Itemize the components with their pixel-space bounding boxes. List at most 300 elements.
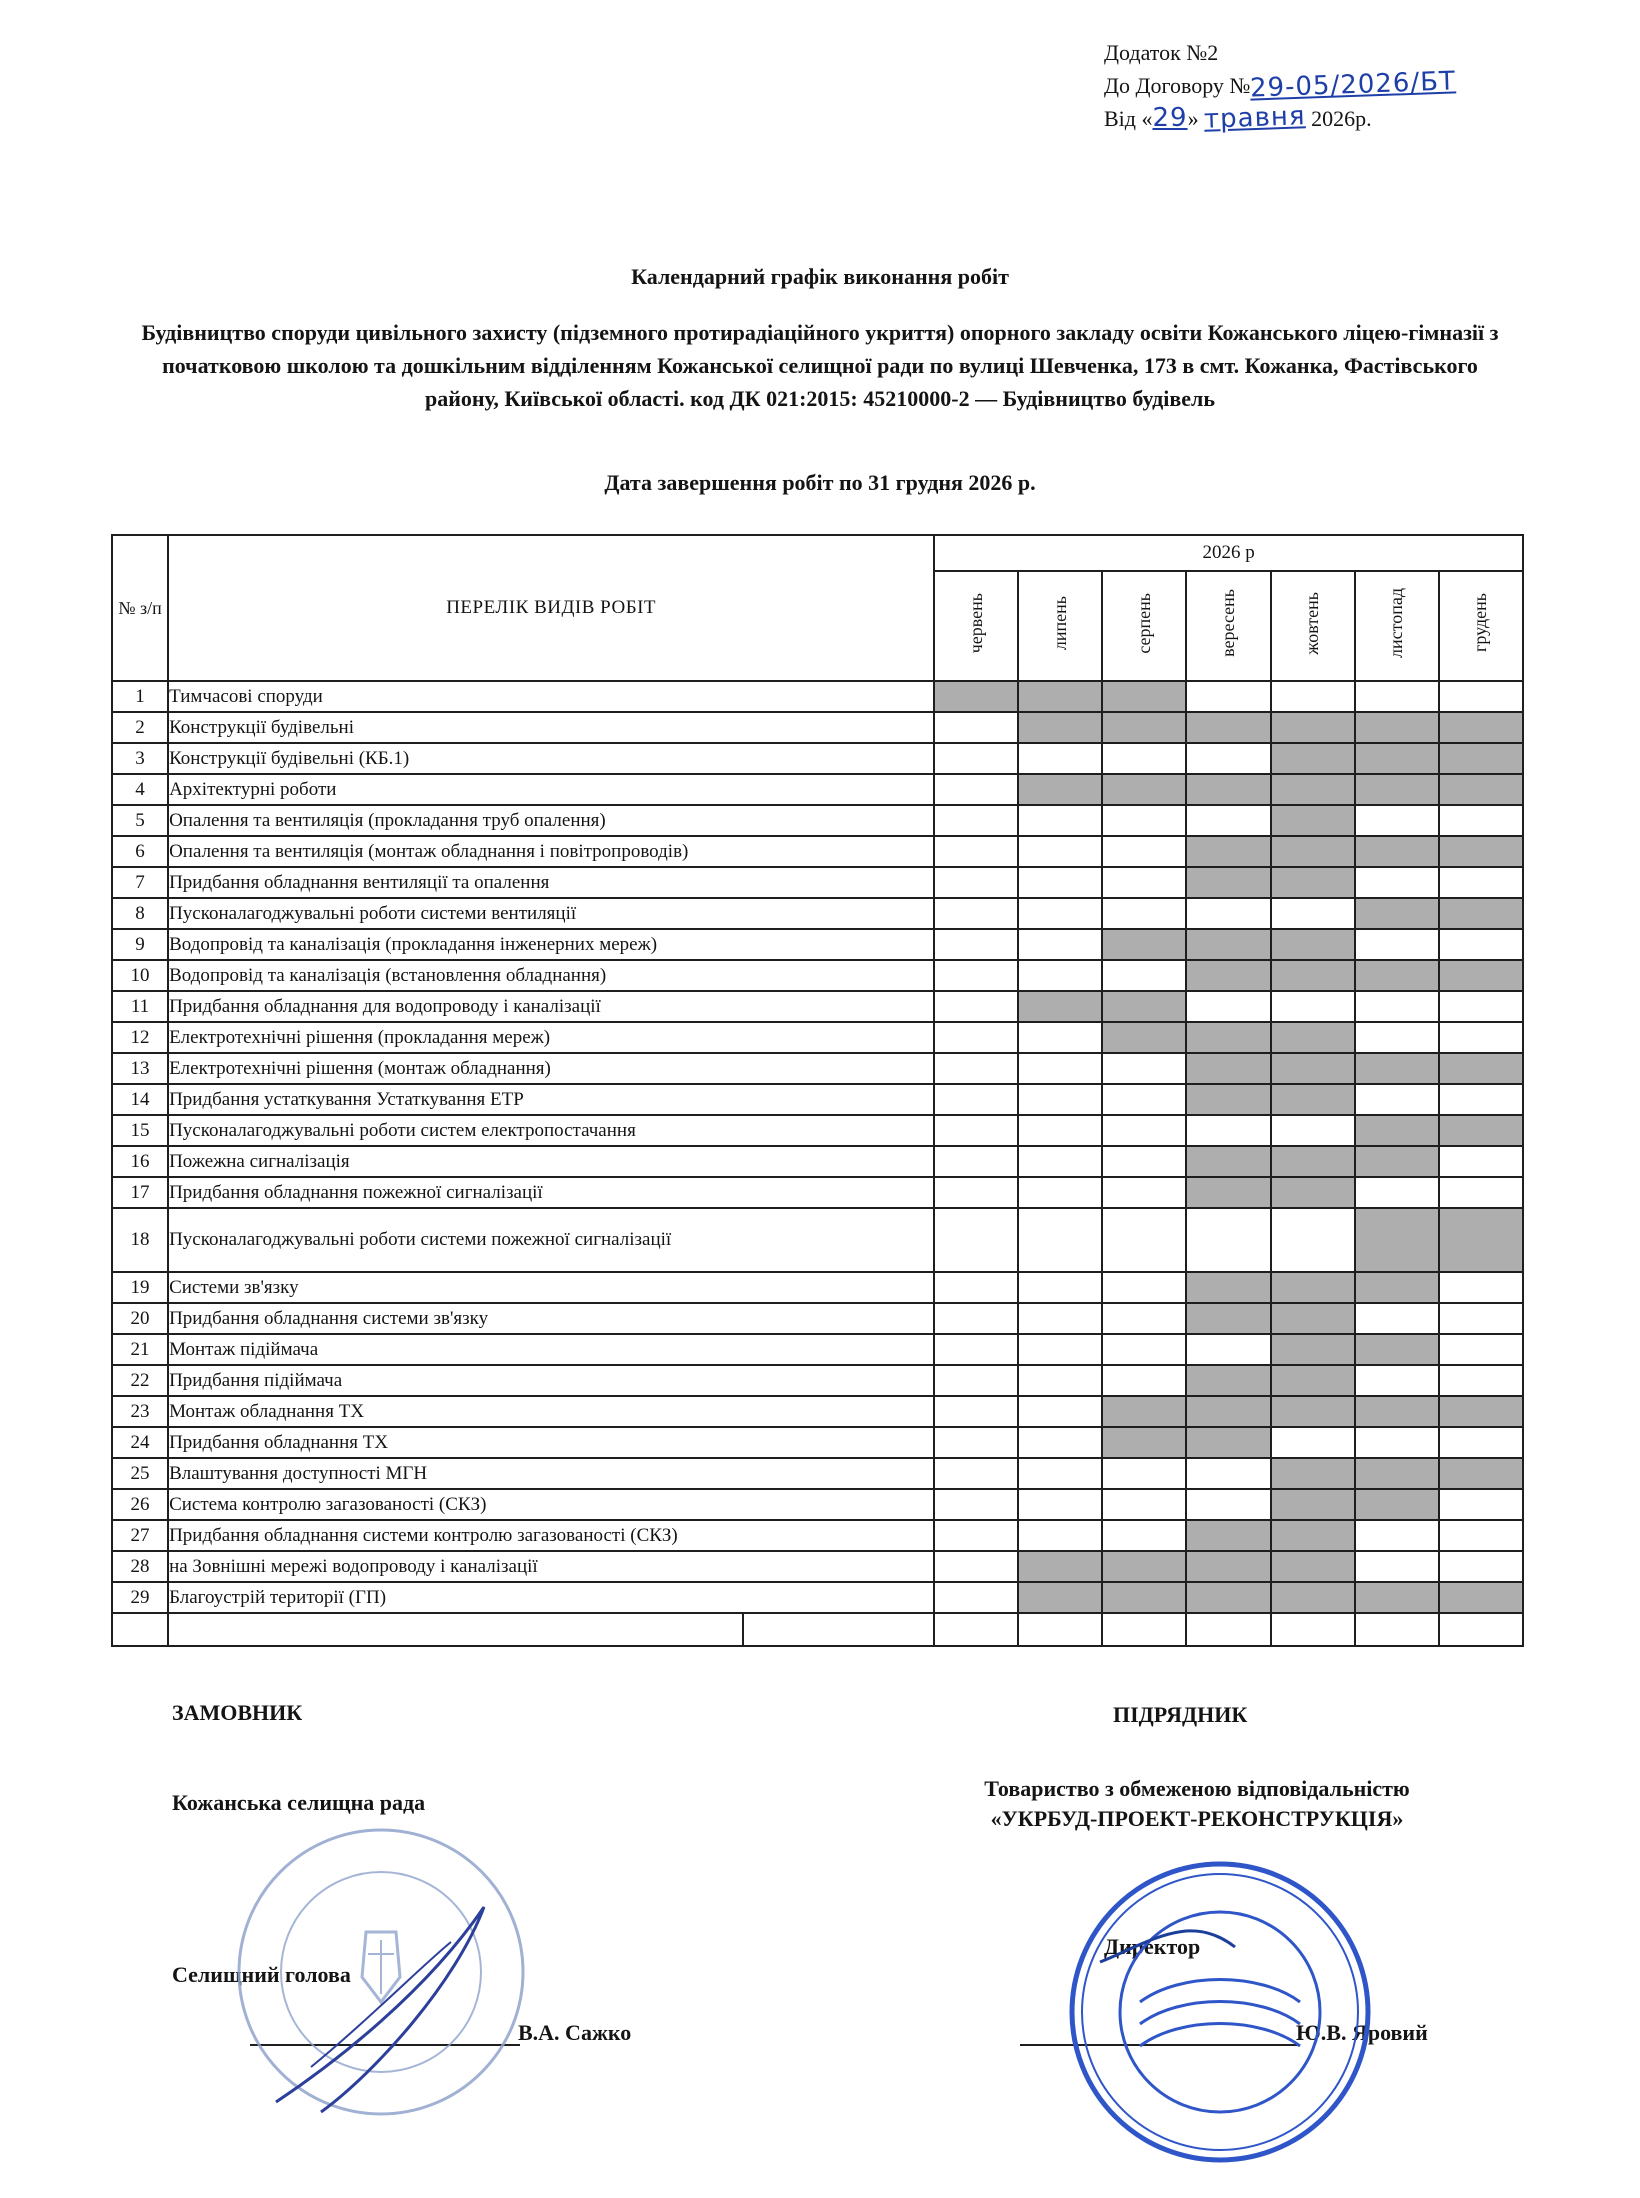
work-name: Благоустрій території (ГП) (168, 1582, 934, 1613)
customer-position: Селищний голова (172, 1962, 351, 1987)
work-name: Опалення та вентиляція (монтаж обладнання і повітропроводів) (168, 836, 934, 867)
gantt-cell-empty (1271, 991, 1355, 1022)
gantt-cell-active (1186, 1053, 1270, 1084)
gantt-cell-empty (1439, 1084, 1523, 1115)
gantt-cell-empty (1018, 1053, 1102, 1084)
work-name: Системи зв'язку (168, 1272, 934, 1303)
gantt-cell-active (1355, 1458, 1439, 1489)
gantt-cell-active (1186, 1022, 1270, 1053)
gantt-cell-empty (1102, 1272, 1186, 1303)
row-number: 4 (112, 774, 168, 805)
work-row (112, 898, 1523, 929)
gantt-cell-active (1186, 1365, 1270, 1396)
work-row (112, 743, 1523, 774)
row-number: 15 (112, 1115, 168, 1146)
gantt-cell-active (1355, 774, 1439, 805)
gantt-cell-empty (1271, 1115, 1355, 1146)
gantt-cell-empty (1355, 991, 1439, 1022)
gantt-cell-empty (934, 1551, 1018, 1582)
gantt-cell-empty (934, 1334, 1018, 1365)
gantt-cell-active (1271, 1146, 1355, 1177)
row-number: 3 (112, 743, 168, 774)
gantt-cell-active (1271, 1177, 1355, 1208)
contractor-heading: ПІДРЯДНИК (1113, 1702, 1248, 1727)
gantt-cell-active (1439, 1582, 1523, 1613)
gantt-cell-empty (934, 1115, 1018, 1146)
gantt-cell-active (1018, 774, 1102, 805)
gantt-cell-empty (1018, 929, 1102, 960)
gantt-cell-active (1186, 774, 1270, 805)
work-row (112, 836, 1523, 867)
gantt-cell-empty (1102, 836, 1186, 867)
gantt-cell-empty (1102, 743, 1186, 774)
work-row (112, 1208, 1523, 1272)
gantt-cell-empty (1355, 867, 1439, 898)
gantt-cell-active (934, 681, 1018, 712)
row-number: 5 (112, 805, 168, 836)
gantt-cell-active (1186, 1084, 1270, 1115)
customer-heading: ЗАМОВНИК (172, 1700, 303, 1725)
gantt-cell-empty (1439, 1365, 1523, 1396)
row-number: 18 (112, 1208, 168, 1272)
gantt-cell-active (1018, 712, 1102, 743)
gantt-cell-active (1186, 1146, 1270, 1177)
work-row (112, 1146, 1523, 1177)
gantt-cell-active (1102, 991, 1186, 1022)
gantt-cell-active (1186, 712, 1270, 743)
project-subject: Будівництво споруди цивільного захисту (підземного протирадіаційного укриття) опорного закладу освіти Кожанського ліцею-гімназії з початковою школою та дошкільним відділенням Кожанської селищної ради по вулиці Шевченка, 173 в смт. Кожанка, Фастівського району, Київської області. код ДК 021:2015: 45210000-2 — Будівництво будівель (141, 320, 1499, 411)
blank-cell (1439, 1613, 1523, 1646)
row-number: 7 (112, 867, 168, 898)
gantt-cell-active (1271, 805, 1355, 836)
gantt-cell-empty (1355, 929, 1439, 960)
gantt-cell-active (1186, 836, 1270, 867)
gantt-cell-empty (1018, 1365, 1102, 1396)
month-header (1102, 571, 1186, 681)
contractor-org-line1: Товариство з обмеженою відповідальністю (984, 1776, 1410, 1801)
row-number: 22 (112, 1365, 168, 1396)
blank-cell (1102, 1613, 1186, 1646)
gantt-cell-empty (1102, 1520, 1186, 1551)
header-number: № з/п (112, 535, 168, 681)
work-name: Тимчасові споруди (168, 681, 934, 712)
gantt-cell-empty (1439, 681, 1523, 712)
gantt-cell-empty (1186, 1115, 1270, 1146)
gantt-cell-empty (1018, 1115, 1102, 1146)
gantt-cell-empty (1018, 1489, 1102, 1520)
gantt-cell-active (1439, 1396, 1523, 1427)
blank-cell (1186, 1613, 1270, 1646)
work-row (112, 1177, 1523, 1208)
gantt-cell-empty (1018, 1272, 1102, 1303)
gantt-cell-active (1018, 681, 1102, 712)
gantt-cell-empty (1018, 1146, 1102, 1177)
gantt-cell-empty (1018, 1520, 1102, 1551)
gantt-cell-empty (934, 712, 1018, 743)
date-prefix: Від « (1104, 106, 1153, 131)
row-number: 6 (112, 836, 168, 867)
gantt-cell-active (1355, 960, 1439, 991)
work-name: Конструкції будівельні (168, 712, 934, 743)
gantt-cell-active (1102, 1551, 1186, 1582)
work-row (112, 805, 1523, 836)
blank-cell (934, 1613, 1018, 1646)
gantt-cell-empty (1102, 805, 1186, 836)
customer-org: Кожанська селищна рада (172, 1790, 426, 1815)
contract-number-handwritten: 29-05/2026/БТ (1249, 66, 1457, 104)
row-number: 8 (112, 898, 168, 929)
date-year: 2026р. (1305, 106, 1372, 131)
work-name: Придбання обладнання системи контролю загазованості (СКЗ) (168, 1520, 934, 1551)
month-label: липень (1049, 595, 1070, 651)
gantt-cell-active (1186, 1177, 1270, 1208)
work-row (112, 1427, 1523, 1458)
gantt-cell-empty (1439, 1303, 1523, 1334)
gantt-cell-empty (1439, 1551, 1523, 1582)
gantt-cell-active (1102, 1582, 1186, 1613)
gantt-cell-empty (1355, 1365, 1439, 1396)
month-label: жовтень (1302, 591, 1323, 655)
row-number: 12 (112, 1022, 168, 1053)
work-name: на Зовнішні мережі водопроводу і каналізації (168, 1551, 934, 1582)
work-row (112, 1396, 1523, 1427)
gantt-cell-active (1271, 1272, 1355, 1303)
work-row (112, 1334, 1523, 1365)
contractor-org-line2: «УКРБУД-ПРОЕКТ-РЕКОНСТРУКЦІЯ» (990, 1806, 1404, 1831)
gantt-cell-empty (1102, 1334, 1186, 1365)
gantt-cell-empty (934, 1053, 1018, 1084)
gantt-cell-active (1355, 1334, 1439, 1365)
work-name: Монтаж обладнання ТХ (168, 1396, 934, 1427)
gantt-cell-empty (1102, 1146, 1186, 1177)
row-number: 29 (112, 1582, 168, 1613)
row-number: 9 (112, 929, 168, 960)
gantt-cell-empty (1102, 867, 1186, 898)
work-row (112, 1272, 1523, 1303)
gantt-cell-active (1439, 1115, 1523, 1146)
gantt-cell-empty (934, 991, 1018, 1022)
blank-cell (1018, 1613, 1102, 1646)
gantt-cell-active (1271, 1396, 1355, 1427)
gantt-cell-active (1355, 743, 1439, 774)
gantt-cell-active (1271, 960, 1355, 991)
gantt-cell-active (1271, 1053, 1355, 1084)
gantt-cell-empty (1102, 960, 1186, 991)
gantt-cell-active (1271, 1551, 1355, 1582)
gantt-cell-empty (1439, 929, 1523, 960)
gantt-cell-active (1186, 1396, 1270, 1427)
gantt-cell-empty (1355, 805, 1439, 836)
gantt-cell-active (1355, 836, 1439, 867)
gantt-cell-empty (1186, 991, 1270, 1022)
contractor-stamp (1060, 1852, 1380, 2172)
gantt-cell-empty (1018, 867, 1102, 898)
gantt-cell-empty (1355, 1520, 1439, 1551)
gantt-cell-empty (1018, 1458, 1102, 1489)
gantt-cell-active (1439, 1458, 1523, 1489)
gantt-cell-empty (1018, 1334, 1102, 1365)
gantt-cell-active (1439, 836, 1523, 867)
work-row (112, 681, 1523, 712)
appendix-contract-line (1104, 66, 1584, 104)
gantt-cell-empty (1439, 805, 1523, 836)
work-name: Електротехнічні рішення (монтаж обладнання) (168, 1053, 934, 1084)
gantt-cell-empty (1439, 1520, 1523, 1551)
gantt-cell-active (1271, 867, 1355, 898)
gantt-cell-empty (1355, 1551, 1439, 1582)
gantt-cell-empty (1271, 898, 1355, 929)
gantt-cell-active (1186, 867, 1270, 898)
row-number: 19 (112, 1272, 168, 1303)
gantt-cell-empty (934, 1520, 1018, 1551)
contractor-org (937, 1774, 1457, 1834)
gantt-cell-active (1271, 774, 1355, 805)
appendix-date-line (1104, 102, 1584, 135)
schedule-body (112, 681, 1523, 1646)
gantt-cell-active (1102, 712, 1186, 743)
month-header (934, 571, 1018, 681)
gantt-cell-empty (1355, 1177, 1439, 1208)
gantt-cell-empty (1018, 1303, 1102, 1334)
gantt-cell-active (1271, 1084, 1355, 1115)
gantt-cell-empty (1018, 805, 1102, 836)
work-row (112, 1022, 1523, 1053)
month-label: серпень (1133, 592, 1154, 654)
gantt-cell-empty (934, 867, 1018, 898)
gantt-cell-active (1439, 1053, 1523, 1084)
month-header (1271, 571, 1355, 681)
gantt-cell-empty (934, 774, 1018, 805)
work-row (112, 867, 1523, 898)
date-day-handwritten: 29 (1152, 103, 1188, 133)
month-label: вересень (1218, 589, 1239, 657)
row-number: 11 (112, 991, 168, 1022)
gantt-cell-empty (1102, 1084, 1186, 1115)
blank-cell (1271, 1613, 1355, 1646)
gantt-cell-active (1271, 1520, 1355, 1551)
work-row (112, 1520, 1523, 1551)
gantt-cell-empty (1186, 743, 1270, 774)
gantt-cell-empty (1439, 1334, 1523, 1365)
gantt-cell-empty (1018, 960, 1102, 991)
header-work-list: ПЕРЕЛІК ВИДІВ РОБІТ (168, 535, 934, 681)
work-name: Придбання устаткування Устаткування ЕТР (168, 1084, 934, 1115)
gantt-cell-active (1271, 929, 1355, 960)
gantt-cell-empty (934, 1177, 1018, 1208)
gantt-cell-empty (1186, 681, 1270, 712)
gantt-cell-empty (1439, 1022, 1523, 1053)
work-row (112, 960, 1523, 991)
gantt-cell-empty (1439, 1146, 1523, 1177)
work-row (112, 929, 1523, 960)
gantt-cell-active (1271, 1365, 1355, 1396)
work-name: Придбання обладнання пожежної сигналізації (168, 1177, 934, 1208)
header-year: 2026 р (934, 535, 1523, 571)
gantt-cell-empty (1271, 681, 1355, 712)
gantt-cell-empty (1186, 1334, 1270, 1365)
gantt-cell-empty (934, 836, 1018, 867)
work-name: Система контролю загазованості (СКЗ) (168, 1489, 934, 1520)
gantt-cell-active (1186, 929, 1270, 960)
gantt-cell-empty (1018, 1177, 1102, 1208)
gantt-cell-empty (934, 1458, 1018, 1489)
gantt-cell-active (1439, 960, 1523, 991)
month-header (1186, 571, 1270, 681)
gantt-cell-empty (1102, 1208, 1186, 1272)
gantt-cell-active (1355, 1272, 1439, 1303)
month-header (1355, 571, 1439, 681)
work-row (112, 1115, 1523, 1146)
gantt-cell-empty (1102, 1177, 1186, 1208)
schedule-table (111, 534, 1524, 1647)
gantt-cell-empty (1102, 1053, 1186, 1084)
work-row (112, 1489, 1523, 1520)
gantt-cell-empty (1439, 1427, 1523, 1458)
work-name: Пусконалагоджувальні роботи систем електропостачання (168, 1115, 934, 1146)
gantt-cell-empty (1102, 1489, 1186, 1520)
row-number: 10 (112, 960, 168, 991)
gantt-cell-empty (1018, 1208, 1102, 1272)
gantt-cell-empty (934, 1365, 1018, 1396)
gantt-cell-empty (934, 805, 1018, 836)
work-name: Придбання підіймача (168, 1365, 934, 1396)
row-number: 14 (112, 1084, 168, 1115)
gantt-cell-empty (1102, 1458, 1186, 1489)
gantt-cell-active (1186, 960, 1270, 991)
appendix-block (1104, 36, 1584, 135)
gantt-cell-active (1186, 1303, 1270, 1334)
gantt-cell-empty (1271, 1427, 1355, 1458)
work-name: Електротехнічні рішення (прокладання мереж) (168, 1022, 934, 1053)
gantt-cell-empty (1355, 1427, 1439, 1458)
work-row (112, 1582, 1523, 1613)
row-number: 1 (112, 681, 168, 712)
gantt-cell-empty (934, 1022, 1018, 1053)
work-row (112, 991, 1523, 1022)
row-number: 25 (112, 1458, 168, 1489)
gantt-cell-empty (1018, 1396, 1102, 1427)
blank-cell (743, 1613, 934, 1646)
gantt-cell-active (1271, 1022, 1355, 1053)
gantt-cell-empty (934, 1489, 1018, 1520)
work-name: Водопровід та каналізація (прокладання інженерних мереж) (168, 929, 934, 960)
gantt-cell-active (1355, 1053, 1439, 1084)
gantt-cell-empty (1186, 1489, 1270, 1520)
gantt-cell-active (1439, 1208, 1523, 1272)
gantt-cell-empty (1355, 1084, 1439, 1115)
blank-cell (168, 1613, 743, 1646)
gantt-cell-active (1355, 1582, 1439, 1613)
gantt-cell-active (1102, 1427, 1186, 1458)
gantt-cell-empty (1186, 1208, 1270, 1272)
gantt-cell-active (1439, 898, 1523, 929)
gantt-cell-active (1102, 1022, 1186, 1053)
customer-signer: В.А. Сажко (518, 2020, 632, 2045)
gantt-cell-empty (1102, 1365, 1186, 1396)
gantt-cell-active (1018, 1582, 1102, 1613)
row-number: 26 (112, 1489, 168, 1520)
work-name: Придбання обладнання системи зв'язку (168, 1303, 934, 1334)
row-number: 13 (112, 1053, 168, 1084)
gantt-cell-empty (1102, 1115, 1186, 1146)
date-day-close: » (1187, 106, 1205, 131)
work-row (112, 712, 1523, 743)
gantt-cell-active (1355, 1396, 1439, 1427)
work-row (112, 1458, 1523, 1489)
gantt-cell-active (1186, 1582, 1270, 1613)
month-label: грудень (1470, 593, 1491, 653)
gantt-cell-active (1271, 1458, 1355, 1489)
work-row (112, 1303, 1523, 1334)
gantt-cell-active (1439, 743, 1523, 774)
date-month-handwritten: травня (1203, 101, 1307, 135)
gantt-cell-empty (1018, 1427, 1102, 1458)
work-name: Придбання обладнання ТХ (168, 1427, 934, 1458)
work-name: Придбання обладнання вентиляції та опалення (168, 867, 934, 898)
gantt-cell-empty (934, 1208, 1018, 1272)
work-name: Пусконалагоджувальні роботи системи вентиляції (168, 898, 934, 929)
gantt-cell-empty (1355, 681, 1439, 712)
gantt-cell-empty (934, 743, 1018, 774)
work-name: Архітектурні роботи (168, 774, 934, 805)
gantt-cell-empty (1102, 1303, 1186, 1334)
gantt-cell-empty (1355, 1303, 1439, 1334)
gantt-cell-empty (934, 960, 1018, 991)
gantt-cell-active (1271, 1334, 1355, 1365)
gantt-cell-active (1271, 743, 1355, 774)
work-name: Влаштування доступності МГН (168, 1458, 934, 1489)
gantt-cell-active (1355, 712, 1439, 743)
gantt-cell-active (1355, 898, 1439, 929)
row-number: 17 (112, 1177, 168, 1208)
completion-date: Дата завершення робіт по 31 грудня 2026 р. (604, 470, 1036, 495)
gantt-cell-empty (1439, 1272, 1523, 1303)
work-row (112, 1053, 1523, 1084)
work-row (112, 774, 1523, 805)
gantt-cell-active (1186, 1520, 1270, 1551)
gantt-cell-empty (934, 898, 1018, 929)
work-name: Опалення та вентиляція (прокладання труб опалення) (168, 805, 934, 836)
month-label: листопад (1386, 587, 1407, 658)
gantt-cell-empty (934, 1427, 1018, 1458)
row-number: 2 (112, 712, 168, 743)
gantt-cell-empty (934, 929, 1018, 960)
work-row (112, 1365, 1523, 1396)
row-number: 21 (112, 1334, 168, 1365)
gantt-cell-active (1271, 1582, 1355, 1613)
gantt-cell-empty (1186, 1458, 1270, 1489)
gantt-cell-active (1439, 774, 1523, 805)
gantt-cell-active (1355, 1208, 1439, 1272)
gantt-cell-active (1355, 1489, 1439, 1520)
row-number: 27 (112, 1520, 168, 1551)
gantt-cell-active (1271, 1489, 1355, 1520)
gantt-cell-empty (1439, 1489, 1523, 1520)
gantt-cell-active (1018, 1551, 1102, 1582)
work-row (112, 1084, 1523, 1115)
gantt-cell-active (1102, 929, 1186, 960)
month-header (1018, 571, 1102, 681)
work-row (112, 1551, 1523, 1582)
row-number: 23 (112, 1396, 168, 1427)
work-name: Придбання обладнання для водопроводу і каналізації (168, 991, 934, 1022)
gantt-cell-empty (1018, 1084, 1102, 1115)
gantt-cell-active (1102, 774, 1186, 805)
work-name: Водопровід та каналізація (встановлення обладнання) (168, 960, 934, 991)
gantt-cell-active (1186, 1551, 1270, 1582)
gantt-cell-active (1102, 1396, 1186, 1427)
row-number: 24 (112, 1427, 168, 1458)
